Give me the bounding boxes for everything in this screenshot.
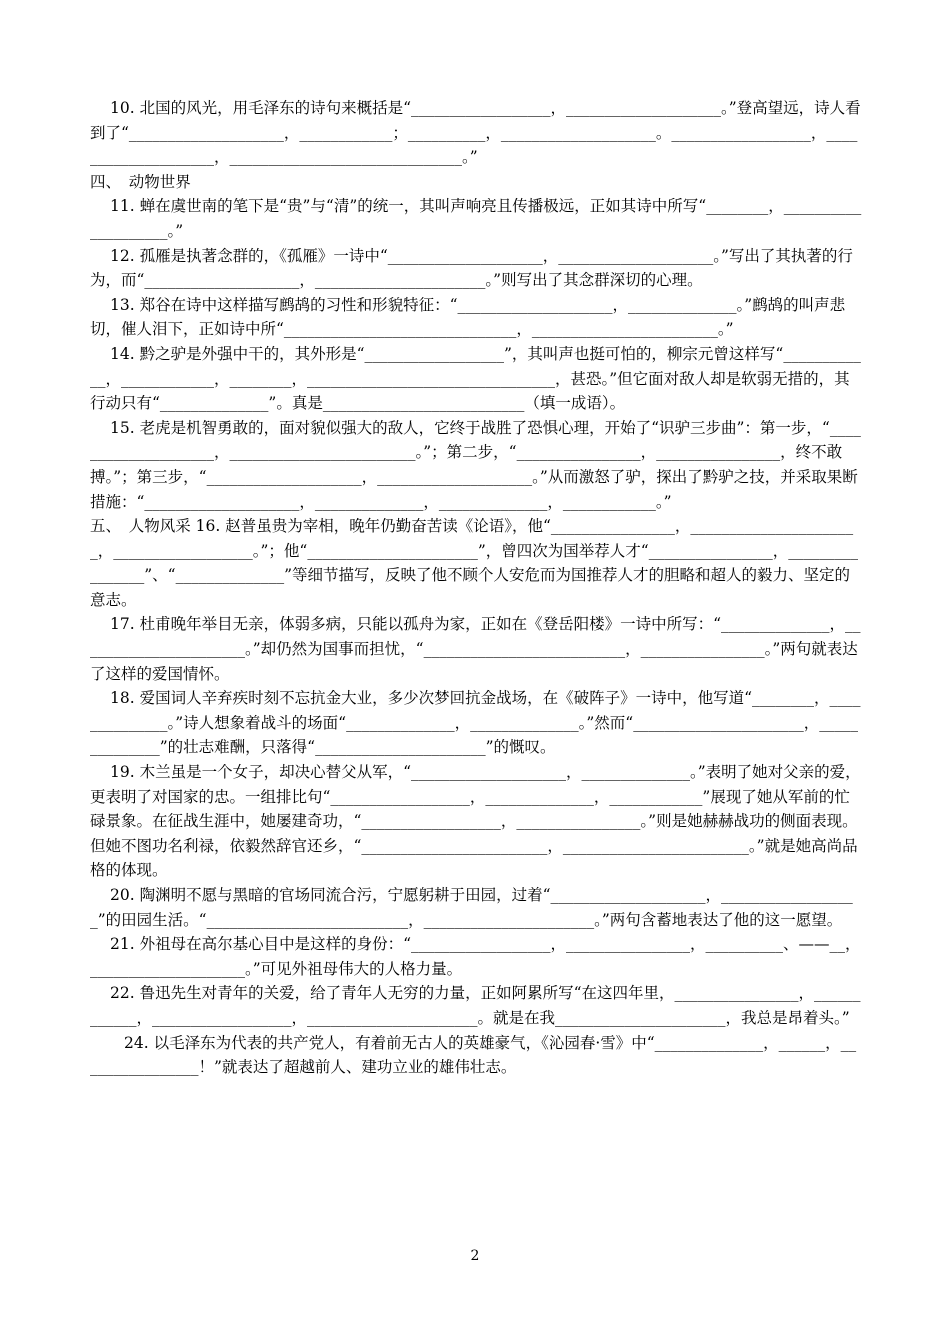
section-heading-animals: 四、 动物世界 — [90, 172, 191, 191]
question-13: 13. 郑谷在诗中这样描写鹧鸪的习性和形貌特征：“____________________，______________。”鹧鸪的叫声悲切，催人泪下，正如诗中所“______________________________，________________________。” — [90, 295, 846, 339]
question-17: 17. 杜甫晚年举目无亲，体弱多病，只能以孤舟为家，正如在《登岳阳楼》一诗中所写：“______________，______________________。”却仍然为国事而担忧，“__________________________，________________。”两句就表达了这样的爱国情怀。 — [90, 615, 861, 683]
question-14: 14. 黔之驴是外强中干的，其外形是“__________________”，其叫声也挺可怕的，柳宗元曾这样写“____________，____________，________，________________________________，甚恐。”但它面对敌人却是软弱无措的，其行动只有“______________”。真是__________________________（填一成语）。 — [90, 344, 861, 413]
question-24: 24. 以毛泽东为代表的共产党人，有着前无古人的英雄豪气，《沁园春·雪》中“______________，______，________________！”就表达了超越前人、建功立业的雄伟壮志。 — [90, 1033, 857, 1077]
question-19: 19. 木兰虽是一个女子，却决心替父从军，“____________________，______________。”表明了她对父亲的爱，更表明了对国家的忠。一组排比句“__________________，______________，____________”展现了她从军前的忙碌景象。在征战生涯中，她屡建奇功，“__________________，________________。”则是她赫赫战功的侧面表现。但她不图功名利禄，依毅然辞官还乡，“________________________，________________________。”就是她高尚品格的体现。 — [90, 763, 861, 880]
question-12: 12. 孤雁是执著念群的，《孤雁》一诗中“____________________，____________________。”写出了其执著的行为，而“____________________，______________________。”则写出了其念群深切的心理。 — [90, 246, 853, 290]
document-body — [90, 96, 862, 1080]
question-22: 22. 鲁迅先生对青年的关爱，给了青年人无穷的力量，正如阿累所写“在这四年里，________________，____________，__________________，______________________。就是在我______________________，我总是昂着头。” — [90, 984, 861, 1027]
question-20: 20. 陶渊明不愿与黑暗的官场同流合污，宁愿躬耕于田园，过着“____________________，__________________”的田园生活。“__________________________，______________________。”两句含蓄地表达了他的这一愿望。 — [90, 886, 853, 929]
question-11: 11. 蝉在虞世南的笔下是“贵”与“清”的统一，其叫声响亮且传播极远，正如其诗中所写“________，____________________。” — [90, 197, 862, 240]
question-10: 10. 北国的风光，用毛泽东的诗句来概括是“__________________，____________________。”登高望远，诗人看到了“____________________，____________；__________，____________________。__________________，____________________，______________________________。” — [90, 99, 861, 167]
question-15: 15. 老虎是机智勇敢的，面对貌似强大的敌人，它终于战胜了恐惧心理，开始了“识驴三步曲”：第一步，“____________________，________________________。”；第二步，“________________，________________，终不敢搏。”；第三步，“____________________，____________________。”从而激怒了驴，探出了黔驴之技，并采取果断措施：“____________________，______________，______________，____________。” — [90, 418, 861, 511]
page-number: 2 — [470, 1248, 480, 1264]
question-21: 21. 外祖母在高尔基心目中是这样的身份：“__________________，________________，__________、——__，____________________。”可见外祖母伟大的人格力量。 — [90, 935, 861, 978]
question-18: 18. 爱国词人辛弃疾时刻不忘抗金大业，多少次梦回抗金战场，在《破阵子》一诗中，他写道“________，______________。”诗人想象着战斗的场面“______________，______________。”然而“______________________，______________”的壮志难酬，只落得“______________________”的慨叹。 — [90, 689, 861, 757]
question-16: 五、 人物风采 16. 赵普虽贵为宰相，晚年仍勤奋苦读《论语》，他“________________，______________________，__________________。”；他“______________________”，曾四次为国举荐人才“________________，________________”、“______________”等细节描写，反映了他不顾个人安危而为国推荐人才的胆略和超人的毅力、坚定的意志。 — [90, 517, 858, 609]
